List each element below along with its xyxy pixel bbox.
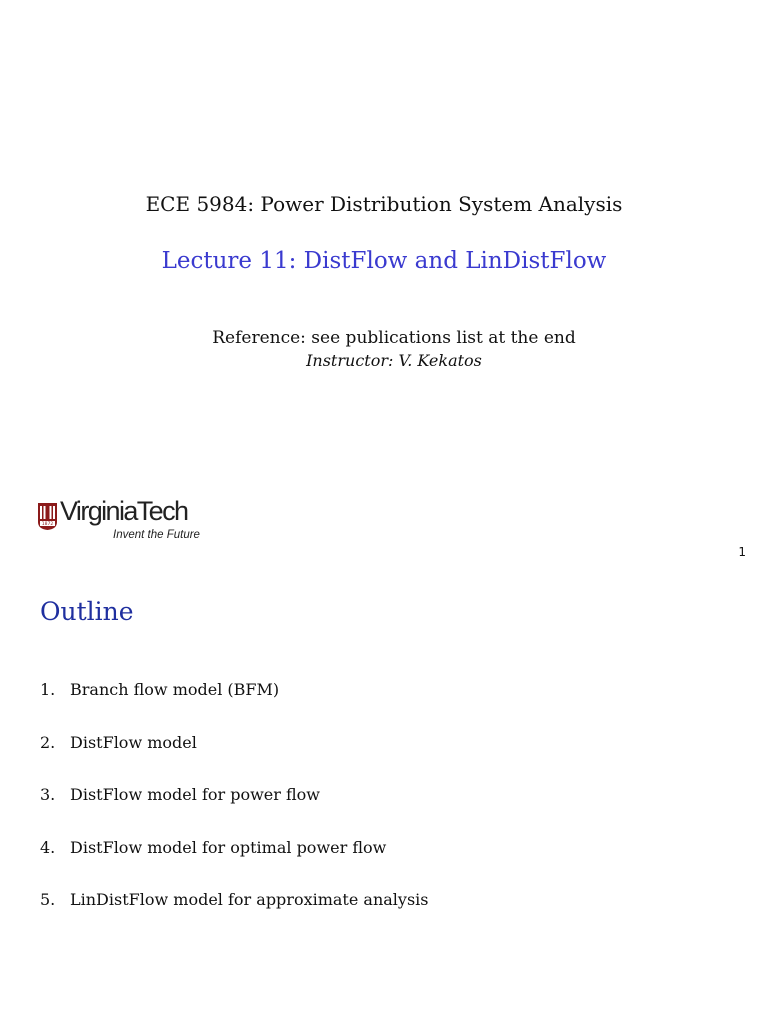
list-item-text: DistFlow model for power flow [70, 785, 320, 804]
list-item [40, 680, 429, 733]
list-item-text: LinDistFlow model for approximate analysis [70, 890, 429, 909]
list-item [40, 785, 429, 838]
outline-title: Outline [40, 597, 134, 626]
outline-list [40, 680, 429, 943]
logo-tagline: Invent the Future [113, 529, 200, 541]
list-item-text: DistFlow model for optimal power flow [70, 837, 387, 857]
list-item [40, 838, 429, 891]
list-item-text: Branch flow model (BFM) [70, 680, 280, 699]
logo-name: VirginiaTech [60, 496, 188, 526]
list-item-number: 1. [40, 680, 56, 699]
list-item [40, 890, 429, 943]
page-number: 1 [738, 545, 746, 559]
instructor-text: Instructor: V. Kekatos [306, 351, 482, 370]
list-item-number: 2. [40, 732, 56, 752]
list-item-text: DistFlow model [70, 732, 197, 752]
lecture-title: Lecture 11: DistFlow and LinDistFlow [161, 248, 607, 274]
shield-year: 1872 [41, 522, 54, 528]
course-title: ECE 5984: Power Distribution System Analysis [145, 192, 623, 216]
outline-slide [0, 575, 768, 1024]
virginia-tech-logo [37, 496, 227, 546]
reference-text: Reference: see publications list at the end [212, 328, 576, 348]
list-item [40, 733, 429, 786]
list-item-number: 3. [40, 785, 56, 804]
list-item-number: 5. [40, 890, 56, 909]
shield-icon [37, 502, 58, 531]
list-item-number: 4. [40, 837, 56, 857]
